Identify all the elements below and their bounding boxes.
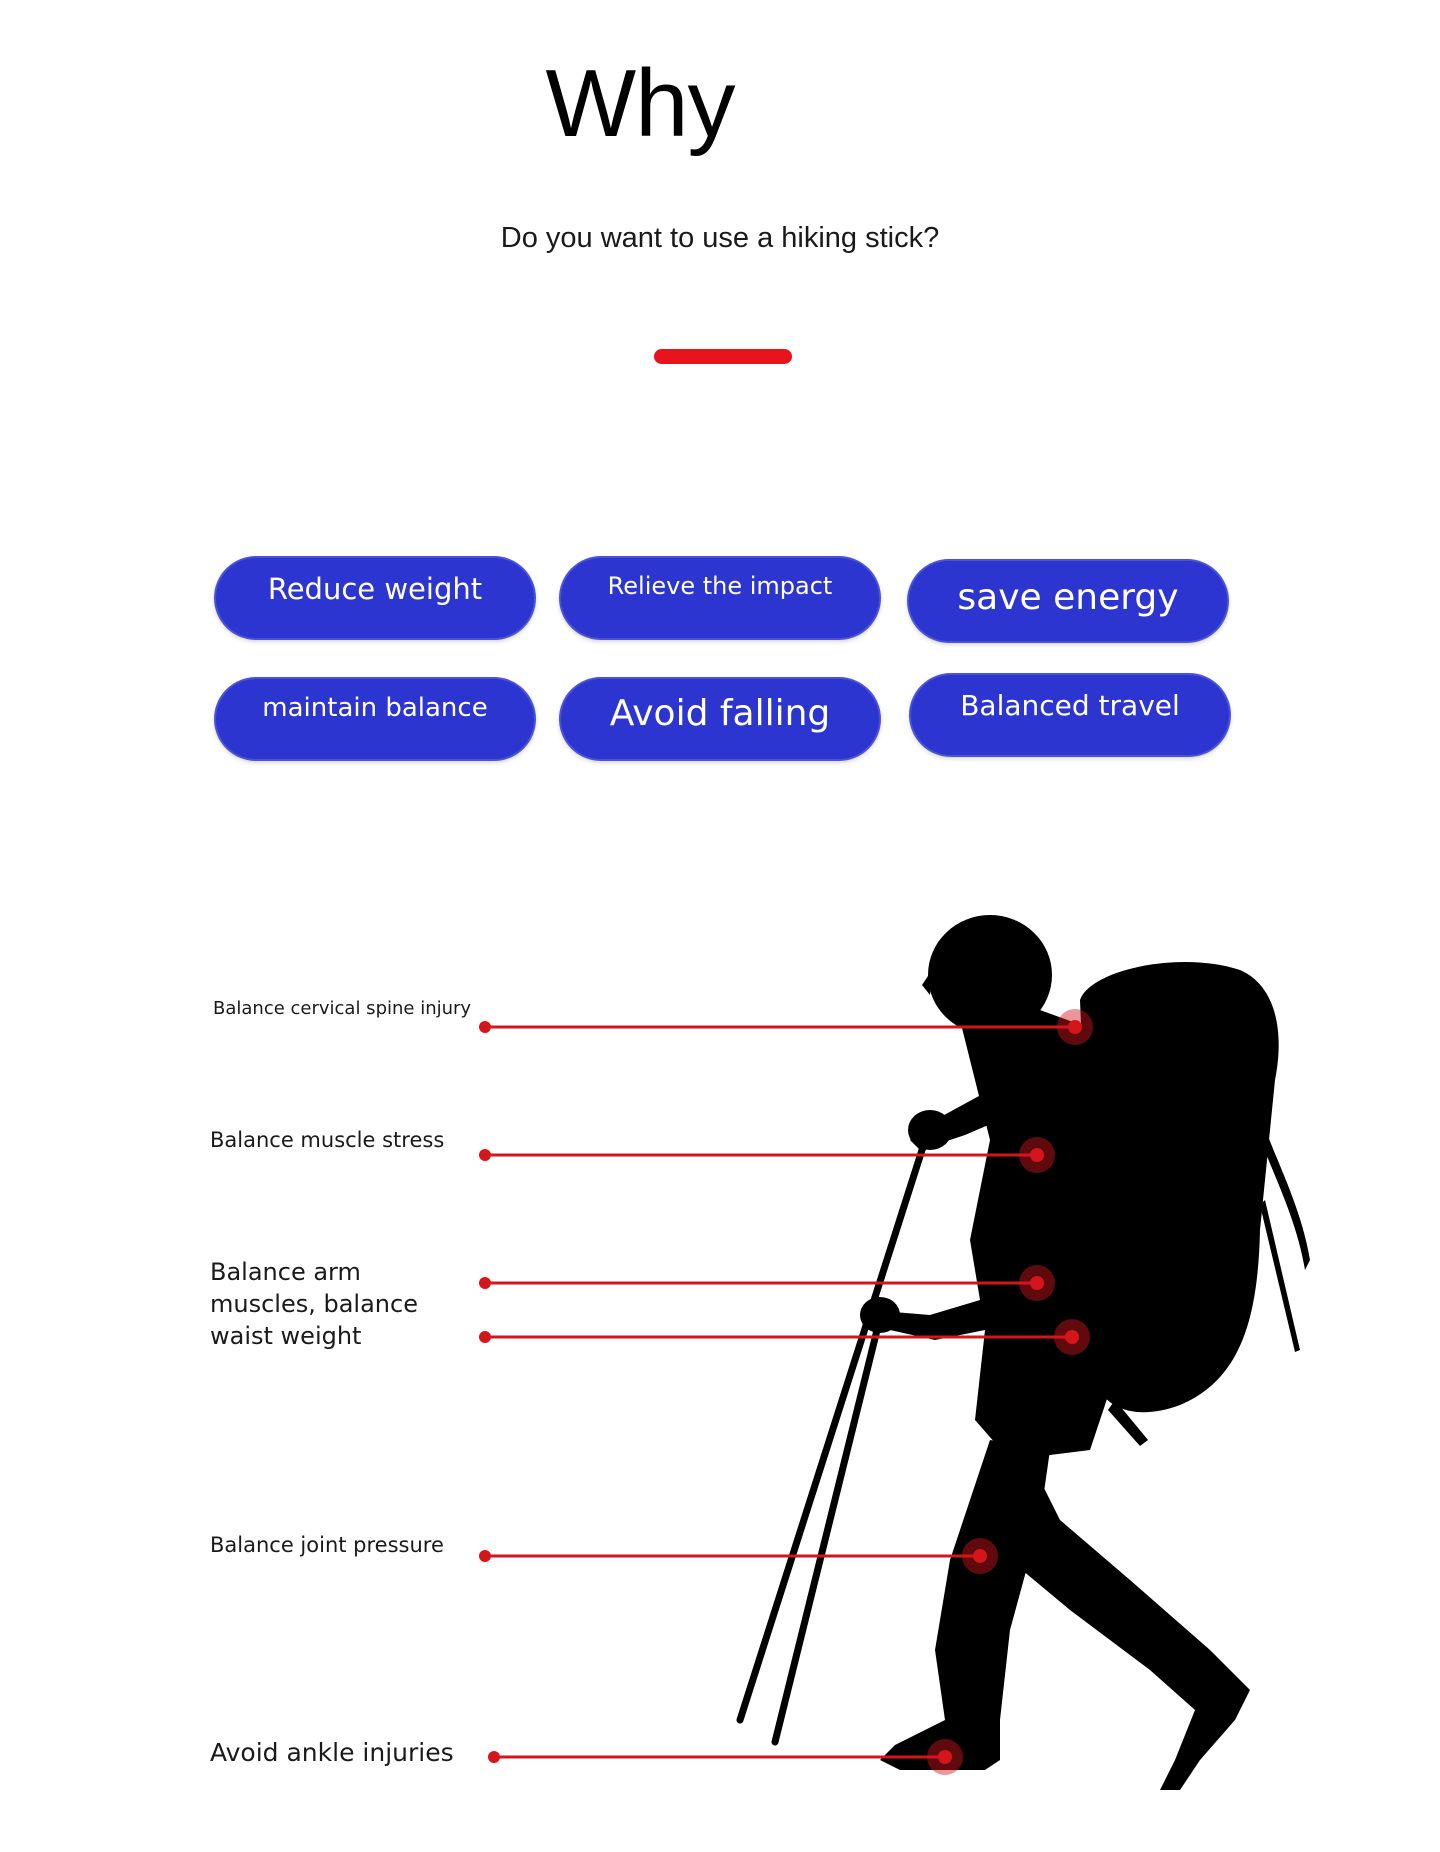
page-subtitle: Do you want to use a hiking stick? [500, 222, 940, 254]
benefit-pill-label: Relieve the impact [607, 572, 833, 600]
pointer-start-dot [479, 1021, 491, 1033]
benefit-pill-label: save energy [957, 577, 1179, 618]
body-point-dot [1065, 1330, 1079, 1344]
annotation-label-muscle-stress: Balance muscle stress [210, 1128, 445, 1152]
benefit-pill-label: Avoid falling [609, 693, 831, 734]
benefit-pill-label: Reduce weight [267, 572, 483, 606]
pointer-start-dot [479, 1149, 491, 1161]
body-point-dot [938, 1750, 952, 1764]
body-point-dot [1068, 1020, 1082, 1034]
pointer-start-dot [479, 1277, 491, 1289]
body-point-dot [1030, 1148, 1044, 1162]
benefit-pill-label: maintain balance [262, 693, 488, 723]
annotation-label-joint-pressure: Balance joint pressure [210, 1533, 444, 1557]
annotation-label-arm-waist: Balance arm muscles, balance waist weight [210, 1258, 418, 1350]
body-point-dot [1030, 1276, 1044, 1290]
body-point-dot [973, 1549, 987, 1563]
annotation-label-cervical-spine: Balance cervical spine injury [213, 998, 472, 1019]
pointer-start-dot [488, 1751, 500, 1763]
pointer-start-dot [479, 1331, 491, 1343]
page-title: Why [545, 50, 735, 157]
pointer-start-dot [479, 1550, 491, 1562]
benefit-pill-label: Balanced travel [960, 689, 1180, 722]
hiker-with-trekking-poles-icon [740, 915, 1310, 1790]
annotation-label-ankle-injuries: Avoid ankle injuries [210, 1738, 454, 1767]
